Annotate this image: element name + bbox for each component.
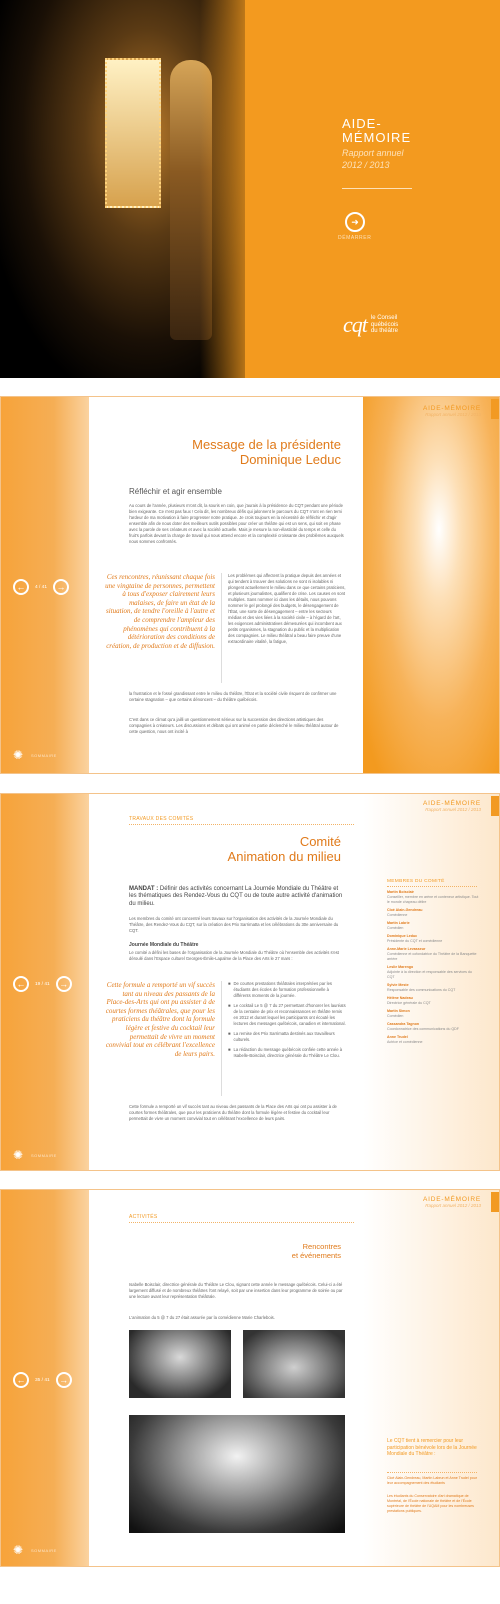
members-list [387, 890, 479, 1045]
running-header: AIDE-MÉMOIRE Rapport annuel 2012 / 2013 [423, 800, 481, 812]
mandat: MANDAT : Définir des activités concernant La Journée Mondiale du Théâtre et les thématiques des Rendez-Vous du CQT ou de toute autre activité d'animation du milieu. [129, 886, 343, 907]
member-item: Cloé Alain-Gendreau Comédienne [387, 908, 423, 917]
kicker-rule [129, 824, 354, 825]
list-item: ■ La remise des Prix Sarrimatta destinés aux travailleurs culturels. [228, 1031, 335, 1042]
page-number: 35 / 41 [35, 1377, 50, 1383]
thanks-schools: Les étudiants du Conservatoire d'art dramatique de Montréal, de l'École nationale de théâtre et de l'École supérieure de théâtre de l'UQAM pour les nombreuses prestations publiques. [387, 1494, 474, 1513]
section-kicker[interactable]: ACTIVITÉS [129, 1214, 158, 1220]
sommaire-link[interactable]: SOMMAIRE [31, 1548, 57, 1553]
page-nav [13, 1372, 72, 1388]
subhead: Journée Mondiale du Théâtre [129, 942, 199, 948]
page-nav [13, 579, 69, 595]
next-page-button[interactable] [53, 579, 69, 595]
cover-divider [342, 188, 412, 189]
next-page-button[interactable] [56, 976, 72, 992]
kicker-rule [129, 1222, 354, 1223]
sun-icon[interactable]: ✺ [13, 1148, 24, 1162]
page-title: Comité Animation du milieu [227, 834, 341, 864]
members-rule [387, 886, 477, 887]
page-title: Rencontres et événements [291, 1242, 341, 1260]
prev-page-button[interactable] [13, 1372, 29, 1388]
next-page-button[interactable] [56, 1372, 72, 1388]
page-title: Message de la présidente Dominique Leduc [192, 437, 341, 467]
list-item: ■ La rédaction du message québécois confiée cette année à Isabelle-Boisclair, directrice générale du Théâtre Le Clou. [228, 1047, 343, 1058]
arrow-left-icon: ← [16, 978, 26, 989]
cover-page [0, 0, 500, 378]
paragraph-1: Isabelle Boisclair, directrice générale du Théâtre Le Clou, signant cette année le message québécois. Celui-ci a été largement diffusé et de nombreux théâtres l'ont relayé, soit par une insertion dans leur programme de soirée ou par une lecture avant leur représentation théâtrale. [129, 1282, 343, 1299]
page-number: 4 / 41 [35, 584, 48, 590]
bullet-icon: ■ [228, 1031, 231, 1036]
column-2-text: Les problèmes qui affectent la pratique depuis des années et qui tendent à trouver des solutions ne sont ni isolables ni plongent actuellement le milieu dans ce que certains praticiens, et plusieurs journalistes, qualifient de crise. Les causes en sont multiples. Sans nommer ici dans les détails, nous pouvons nommer le gel prolongé des budgets, le désengagement de l'État, une sorte de désengagement – entre les secteurs médias et des vies liées à la société civile – à l'égard de l'art, les exigences administratives démesurées qui incombent aux petits organismes, la stagnation du public et la multiplication des compagnies. Le milieu théâtral a beau faire preuve d'une extraordinaire vitalité, la fatigue, [228, 573, 346, 644]
portrait-photo [363, 397, 500, 774]
section-title: Réfléchir et agir ensemble [129, 487, 222, 496]
page-number: 19 / 41 [35, 981, 50, 987]
intro-text: Les membres du comité ont concentré leurs travaux sur l'organisation des activités de la Journée Mondiale du Théâtre, des Rendez-Vous du CQT, sur la création des Prix Sarrimatta et les célébrations du 30e anniversaire du CQT. [129, 916, 339, 933]
sun-icon[interactable]: ✺ [13, 748, 24, 762]
thanks-names: Cloé Alain-Gendreau, Martin Labrun et Anne Trudel pour leur accompagnement des étudiants [387, 1476, 477, 1485]
bullet-icon: ■ [228, 1047, 231, 1052]
sommaire-link[interactable]: SOMMAIRE [31, 1153, 57, 1158]
header-tab [491, 399, 499, 419]
event-photo-1 [129, 1330, 231, 1398]
member-item: Leslie Marengo Adjointe à la direction et responsable des services du CQT [387, 965, 472, 979]
bullet-icon: ■ [228, 1003, 231, 1008]
arrow-right-icon: → [59, 978, 69, 989]
member-item: Martin Boisclair Conseiller, membre en arène et conteneur artistique. Tout le monde chapeau délire [387, 890, 479, 904]
closing-text: Cette formule a remporté un vif succès tant au niveau des passants de la Place des Arts qui ont pu assister à de courtes formes théâtrales, que pour les praticiens du théâtre dont la formule légère et festive du cocktail leur permettait de vivre un moment convivial tout en célébrant l'excellence de leurs pairs. [129, 1104, 337, 1121]
cqt-logo-mark: cqt [343, 312, 367, 337]
bullet-icon: ■ [228, 981, 231, 986]
cover-title: AIDE- MÉMOIRE [342, 116, 412, 145]
activites-page [0, 1189, 500, 1567]
member-item: Anne Trudel Actrice et comédienne [387, 1035, 423, 1044]
section-kicker[interactable]: TRAVAUX DES COMITÉS [129, 816, 194, 822]
cover-gradient-fade [200, 0, 260, 378]
event-photo-2 [243, 1330, 345, 1398]
quote-rule [221, 573, 222, 683]
running-header: AIDE-MÉMOIRE Rapport annuel 2012 / 2013 [423, 405, 481, 417]
member-item: Martin Simon Comédien [387, 1009, 410, 1018]
photo-mirror-frame [105, 58, 161, 208]
arrow-right-icon: → [59, 1374, 69, 1385]
thanks-rule [387, 1472, 477, 1473]
paragraph-2: L'animation du 5 @ 7 du 27 était assurée par la comédienne Marie Charlebois. [129, 1315, 275, 1320]
president-page [0, 396, 500, 774]
arrow-right-icon: ➜ [351, 216, 359, 227]
member-item: Cassandra Tagnon Coordonnatrice des communications du QDF [387, 1022, 459, 1031]
member-item: Sylvie Meste Responsable des communications du CQT [387, 983, 456, 992]
pull-quote: Cette formule a remporté un vif succès tant au niveau des passants de la Place-des-Arts qui ont pu assister à de courtes formes théâtrales, que pour les praticiens du théâtre dont la formule légère et festive du cocktail leur permettait de vivre un moment convivial tout en célébrant l'excellence de leurs pairs. [105, 981, 215, 1058]
subhead-text: Le comité a défini les bases de l'organisation de la Journée Mondiale du Théâtre où l'ensemble des activités s'est déroulé dans l'Espace culturel Georges-Émile-Lapalme de la Place des Arts le 27 mars : [129, 950, 339, 961]
comite-page [0, 793, 500, 1171]
start-button[interactable] [345, 212, 365, 232]
member-item: Martin Labrie Comédien [387, 921, 410, 930]
cqt-logo: cqt le Conseil québécois du théâtre [343, 312, 399, 337]
paragraph-1: Au cours de l'année, plusieurs m'ont dit, la souris en coin, que j'aurais à la présidence du CQT pendant une période bien exigeante. Ce n'est pas faux ! Cela dit, les nombreux défis qui jalonnent le parcours du CQT n'ont en rien terni l'ardeur de ma motivation à faire progresser notre pratique. Je crois toujours en la nécessité de réfléchir et d'agir ensemble afin de nous doter des meilleurs outils possibles pour créer un théâtre qui est un sens, qui soit en phase avec la parole de ses créateurs et avec la société actuelle. Mais je mesure la non-élasticité du temps et celle du fruit's parfois devant la charge de travail qui nous attend encore et la complexité croissante des problèmes auxquels nous sommes confrontés. [129, 503, 344, 544]
member-item: Dominique Leduc Présidente du CQT et comédienne [387, 934, 443, 943]
members-title: MEMBRES DU COMITÉ [387, 879, 445, 884]
list-item: ■ De courtes prestations théâtrales interprétées par les étudiants des écoles de formation professionnelle à différents moments de la journée. [228, 981, 332, 998]
running-header: AIDE-MÉMOIRE Rapport annuel 2012 / 2013 [423, 1196, 481, 1208]
member-item: Anne-Marie Levasseur Comédienne et cofondatrice du Théâtre de la Banquette arrière [387, 947, 477, 961]
quote-rule [221, 981, 222, 1096]
page-nav [13, 976, 72, 992]
paragraph-3: C'est dans ce climat qu'a jailli un questionnement sérieux sur la succession des directions artistiques des compagnies à créateurs. Les discussions et débats qui ont animé en partie déclenché le milieu théâtral autour de cette question, nous ont incité à [129, 717, 339, 734]
start-label[interactable]: DÉMARRER [338, 235, 372, 241]
cover-year: 2012 / 2013 [342, 160, 390, 170]
event-photo-3 [129, 1415, 345, 1533]
prev-page-button[interactable] [13, 579, 29, 595]
arrow-left-icon: ← [16, 581, 26, 592]
header-tab [491, 796, 499, 816]
list-item: ■ Le cocktail Le 5 @ 7 du 27 permettant d'honorer les lauréats de la centaine de prix et reconnaissances en théâtre remis en 2012 et durant lequel les participants ont écouté les lectures des messages québécois, canadien et international. [228, 1003, 346, 1026]
pull-quote: Ces rencontres, réunissant chaque fois une vingtaine de personnes, permettent à tous d'exposer clairement leurs malaises, de faire un état de la situation, de tendre l'oreille à l'autre et de comprendre l'ampleur des phénomènes qui contribuent à la détérioration des conditions de création, de production et de diffusion. [105, 573, 215, 650]
sun-icon[interactable]: ✺ [13, 1543, 24, 1557]
sommaire-link[interactable]: SOMMAIRE [31, 753, 57, 758]
arrow-right-icon: → [56, 581, 66, 592]
arrow-left-icon: ← [16, 1374, 26, 1385]
thanks-text: Le CQT tient à remercier pour leur participation bénévole lors de la Journée Mondiale du Théâtre : [387, 1438, 477, 1457]
header-tab [491, 1192, 499, 1212]
member-item: Hélène Nadeau Directrice générale du CQT [387, 996, 431, 1005]
prev-page-button[interactable] [13, 976, 29, 992]
paragraph-2: la frustration et le fossé grandissant entre le milieu du théâtre, l'État et la société civile risquent de confirmer une certaine stagnation – que certains dénoncent – du théâtre québécois. [129, 691, 337, 702]
bullet-list [228, 981, 346, 1059]
cover-subtitle: Rapport annuel [342, 148, 404, 158]
